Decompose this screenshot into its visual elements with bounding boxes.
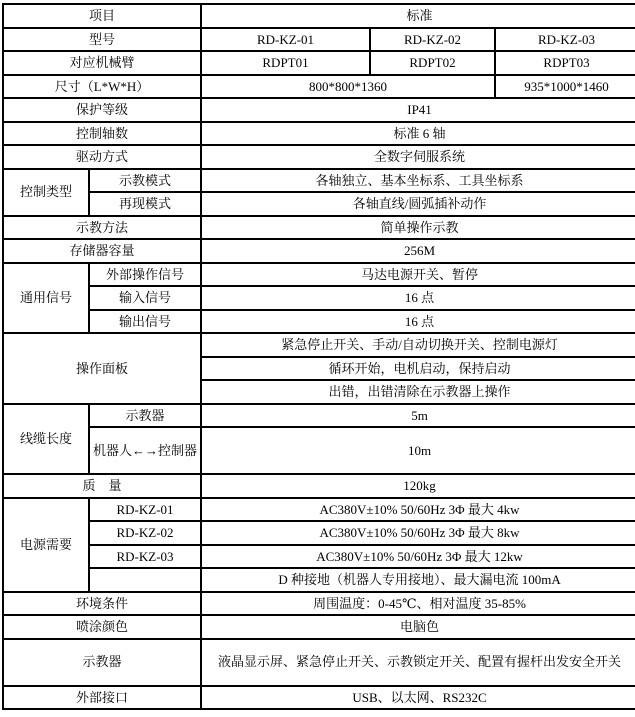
power-label: 电源需要 — [3, 498, 89, 592]
row-dimensions — [3, 75, 635, 99]
input-signal-label: 输入信号 — [89, 286, 201, 310]
memory-label: 存储器容量 — [3, 239, 201, 263]
paint-color-value: 电脑色 — [201, 615, 635, 639]
drive-label: 驱动方式 — [3, 145, 201, 169]
weight-label: 质 量 — [3, 474, 201, 498]
op-panel-value-2: 循环开始，电机启动，保持启动 — [201, 357, 635, 381]
row-playback-mode — [3, 192, 635, 216]
pendant-cable-label: 示教器 — [89, 404, 201, 428]
row-environment — [3, 592, 635, 616]
playback-mode-value: 各轴直线/圆弧插补动作 — [201, 192, 635, 216]
row-power-kz02 — [3, 521, 635, 545]
op-panel-label: 操作面板 — [3, 333, 201, 404]
input-signal-value: 16 点 — [201, 286, 635, 310]
cable-length-label: 线缆长度 — [3, 404, 89, 475]
protection-value: IP41 — [201, 98, 635, 122]
row-output-signal — [3, 310, 635, 334]
power-kz01-value: AC380V±10% 50/60Hz 3Φ 最大 4kw — [201, 498, 635, 522]
row-axes — [3, 122, 635, 146]
teach-method-value: 简单操作示教 — [201, 216, 635, 240]
paint-color-label: 喷涂颜色 — [3, 615, 201, 639]
row-interface — [3, 686, 635, 710]
row-arm — [3, 51, 635, 75]
power-kz01-label: RD-KZ-01 — [89, 498, 201, 522]
general-signal-label: 通用信号 — [3, 263, 89, 334]
header-item-cell: 项目 — [3, 4, 201, 28]
dimensions-value-1: 800*800*1360 — [201, 75, 495, 99]
interface-label: 外部接口 — [3, 686, 201, 710]
op-panel-value-3: 出错，出错清除在示教器上操作 — [201, 380, 635, 404]
pendant-spec-label: 示教器 — [3, 639, 201, 686]
pendant-spec-value: 液晶显示屏、紧急停止开关、示教锁定开关、配置有握杆出发安全开关 — [201, 639, 635, 686]
model-value-2: RD-KZ-02 — [370, 28, 495, 52]
environment-value: 周围温度：0-45℃、相对温度 35-85% — [201, 592, 635, 616]
external-signal-value: 马达电源开关、暂停 — [201, 263, 635, 287]
grounding-empty-cell — [89, 568, 201, 592]
output-signal-label: 输出信号 — [89, 310, 201, 334]
drive-value: 全数字伺服系统 — [201, 145, 635, 169]
row-robot-controller-cable — [3, 427, 635, 474]
external-signal-label: 外部操作信号 — [89, 263, 201, 287]
row-grounding — [3, 568, 635, 592]
environment-label: 环境条件 — [3, 592, 201, 616]
row-memory — [3, 239, 635, 263]
power-kz02-value: AC380V±10% 50/60Hz 3Φ 最大 8kw — [201, 521, 635, 545]
grounding-value: D 种接地（机器人专用接地）、最大漏电流 100mA — [201, 568, 635, 592]
arm-label: 对应机械臂 — [3, 51, 201, 75]
arm-value-1: RDPT01 — [201, 51, 370, 75]
op-panel-value-1: 紧急停止开关、手动/自动切换开关、控制电源灯 — [201, 333, 635, 357]
teach-mode-label: 示教模式 — [89, 169, 201, 193]
model-value-3: RD-KZ-03 — [495, 28, 635, 52]
model-value-1: RD-KZ-01 — [201, 28, 370, 52]
axes-label: 控制轴数 — [3, 122, 201, 146]
playback-mode-label: 再现模式 — [89, 192, 201, 216]
power-kz03-value: AC380V±10% 50/60Hz 3Φ 最大 12kw — [201, 545, 635, 569]
interface-value: USB、以太网、RS232C — [201, 686, 635, 710]
row-protection — [3, 98, 635, 122]
row-model — [3, 28, 635, 52]
arm-value-3: RDPT03 — [495, 51, 635, 75]
power-kz03-label: RD-KZ-03 — [89, 545, 201, 569]
dimensions-label: 尺寸（L*W*H） — [3, 75, 201, 99]
header-standard-cell: 标准 — [201, 4, 635, 28]
robot-controller-cable-value: 10m — [201, 427, 635, 474]
control-type-label: 控制类型 — [3, 169, 89, 216]
row-header — [3, 4, 635, 28]
arm-value-2: RDPT02 — [370, 51, 495, 75]
row-op-panel-1 — [3, 333, 635, 357]
protection-label: 保护等级 — [3, 98, 201, 122]
row-pendant-cable — [3, 404, 635, 428]
output-signal-value: 16 点 — [201, 310, 635, 334]
row-teach-mode — [3, 169, 635, 193]
dimensions-value-2: 935*1000*1460 — [495, 75, 635, 99]
row-power-kz03 — [3, 545, 635, 569]
row-external-signal — [3, 263, 635, 287]
row-power-kz01 — [3, 498, 635, 522]
spec-table — [2, 3, 635, 710]
row-teach-method — [3, 216, 635, 240]
memory-value: 256M — [201, 239, 635, 263]
robot-controller-cable-label: 机器人←→控制器 — [89, 427, 201, 474]
power-kz02-label: RD-KZ-02 — [89, 521, 201, 545]
row-input-signal — [3, 286, 635, 310]
teach-method-label: 示教方法 — [3, 216, 201, 240]
pendant-cable-value: 5m — [201, 404, 635, 428]
row-drive — [3, 145, 635, 169]
row-weight — [3, 474, 635, 498]
row-pendant-spec — [3, 639, 635, 686]
model-label: 型号 — [3, 28, 201, 52]
teach-mode-value: 各轴独立、基本坐标系、工具坐标系 — [201, 169, 635, 193]
axes-value: 标准 6 轴 — [201, 122, 635, 146]
weight-value: 120kg — [201, 474, 635, 498]
row-paint-color — [3, 615, 635, 639]
